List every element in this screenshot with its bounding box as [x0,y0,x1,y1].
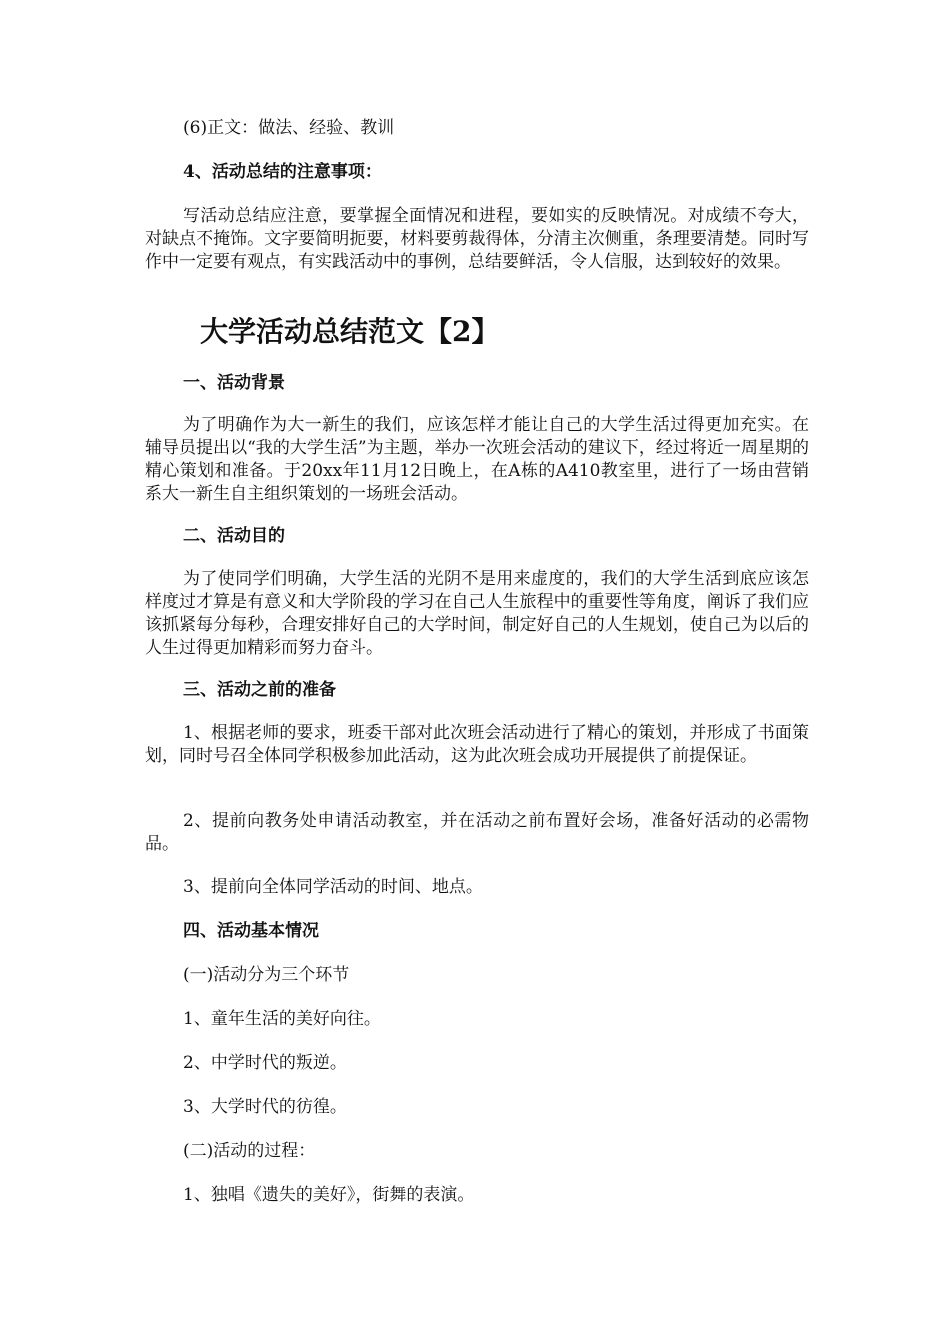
list-item-body: (6)正文：做法、经验、教训 [183,118,395,138]
paragraph-background: 为了明确作为大一新生的我们，应该怎样才能让自己的大学生活过得更加充实。在辅导员提出以“我的大学生活”为主题，举办一次班会活动的建议下，经过将近一周星期的精心策划和准备。于20xx年11月12日晚上，在A栋的A410教室里，进行了一场由营销系大一新生自主组织策划的一场班会活动。 [145,415,809,504]
list-item-segment-3: 3、大学时代的彷徨。 [183,1097,347,1117]
section-title: 大学活动总结范文【2】 [200,315,500,348]
paragraph-purpose: 为了使同学们明确，大学生活的光阴不是用来虚度的，我们的大学生活到底应该怎样度过才算是有意义和大学阶段的学习在自己人生旅程中的重要性等角度，阐诉了我们应该抓紧每分每秒，合理安排好自己的大学时间，制定好自己的人生规划，使自己为以后的人生过得更加精彩而努力奋斗。 [145,569,809,658]
paragraph-prep-1: 1、根据老师的要求，班委干部对此次班会活动进行了精心的策划，并形成了书面策划，同时号召全体同学积极参加此活动，这为此次班会成功开展提供了前提保证。 [145,723,809,766]
list-item-process-1: 1、独唱《遗失的美好》，街舞的表演。 [183,1185,475,1205]
subheading-process: (二)活动的过程： [183,1141,316,1161]
paragraph-prep-2: 2、提前向教务处申请活动教室，并在活动之前布置好会场，准备好活动的必需物品。 [145,811,809,854]
list-item-segment-1: 1、童年生活的美好向往。 [183,1009,381,1029]
paragraph-notes: 写活动总结应注意，要掌握全面情况和进程，要如实的反映情况。对成绩不夸大，对缺点不掩饰。文字要简明扼要，材料要剪裁得体，分清主次侧重，条理要清楚。同时写作中一定要有观点，有实践活动中的事例，总结要鲜活，令人信服，达到较好的效果。 [145,206,809,272]
heading-purpose: 二、活动目的 [183,526,285,546]
heading-notes: 4、活动总结的注意事项： [183,162,382,182]
heading-preparation: 三、活动之前的准备 [183,680,336,700]
paragraph-prep-3: 3、提前向全体同学活动的时间、地点。 [183,877,483,897]
subheading-segments: (一)活动分为三个环节 [183,965,350,985]
heading-basic-situation: 四、活动基本情况 [183,921,319,941]
list-item-segment-2: 2、中学时代的叛逆。 [183,1053,347,1073]
heading-background: 一、活动背景 [183,373,285,393]
